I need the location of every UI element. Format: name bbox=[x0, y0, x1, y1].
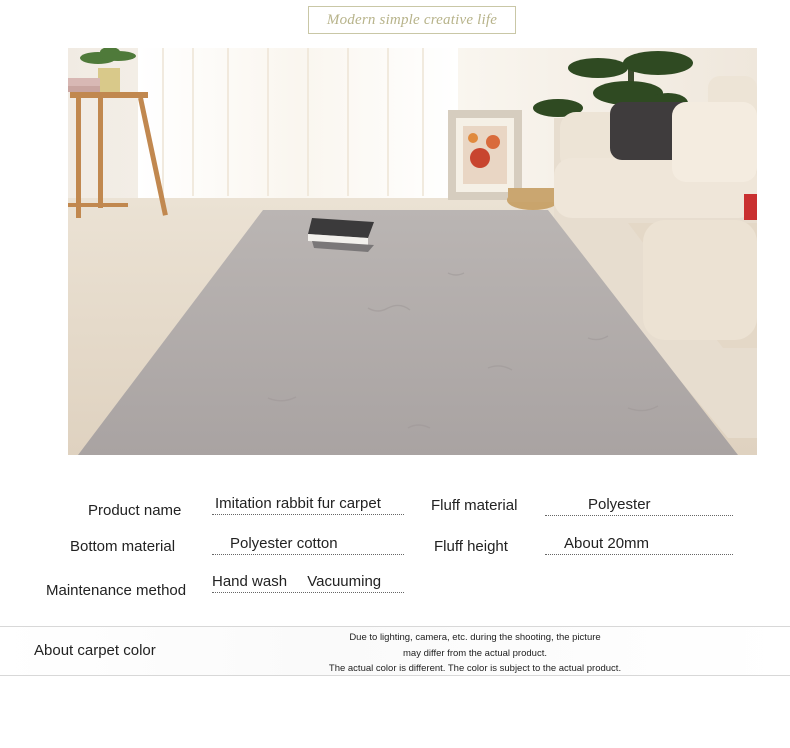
spec-label-product-name: Product name bbox=[88, 502, 182, 519]
spec-value-fluff-height-text: About 20mm bbox=[564, 535, 650, 552]
spec-value-product-name-text: Imitation rabbit fur carpet bbox=[215, 495, 381, 512]
room-scene-illustration bbox=[68, 48, 757, 455]
banner-text: Modern simple creative life bbox=[326, 11, 498, 28]
spec-value-bottom-material bbox=[212, 535, 404, 555]
spec-label-maintenance: Maintenance method bbox=[46, 582, 187, 599]
spec-value-fluff-height bbox=[545, 535, 733, 555]
spec-label-fluff-height: Fluff height bbox=[434, 538, 508, 555]
product-photo bbox=[68, 48, 757, 455]
color-notice-title: About carpet color bbox=[34, 642, 156, 659]
spec-value-maintenance-text-2: Vacuuming bbox=[307, 573, 382, 590]
spec-label-bottom-material: Bottom material bbox=[70, 538, 176, 555]
color-notice-line-3: The actual color is different. The color is subject to the actual product. bbox=[328, 663, 622, 674]
color-notice-row bbox=[0, 626, 790, 676]
spec-value-maintenance bbox=[212, 573, 404, 593]
spec-value-product-name bbox=[212, 495, 404, 515]
spec-value-fluff-material-text: Polyester bbox=[588, 496, 651, 513]
spec-value-maintenance-text-1: Hand wash bbox=[212, 573, 288, 590]
spec-value-bottom-material-text: Polyester cotton bbox=[230, 535, 338, 552]
spec-value-fluff-material bbox=[545, 496, 733, 516]
color-notice-line-2: may differ from the actual product. bbox=[403, 647, 547, 659]
spec-label-fluff-material: Fluff material bbox=[431, 497, 518, 514]
color-notice-text bbox=[300, 630, 650, 677]
color-notice-line-1: Due to lighting, camera, etc. during the shooting, the picture bbox=[349, 632, 601, 643]
banner-title bbox=[308, 6, 516, 34]
